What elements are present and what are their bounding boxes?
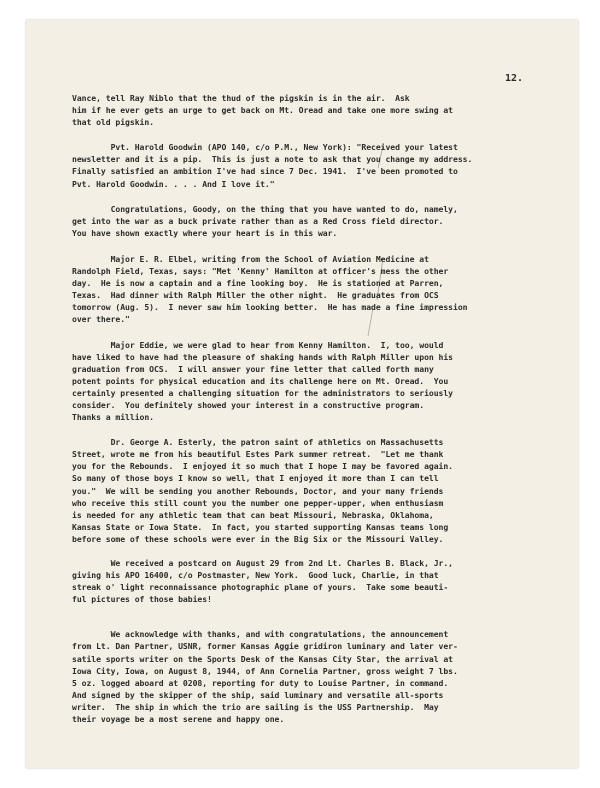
paragraph-dan-partner: We acknowledge with thanks, and with congratulations, the announcement from Lt. Dan Partner, USNR, former Kansas Aggie gridiron luminary and later ver- satile sports writer on the Sports Desk of the Kansas City Star, the arrival at Iowa City, Iowa, on August 8, 1944, of Ann Cornelia Partner, gross weight 7 lbs. 5 oz. logged aboard at 0208, reporting for duty to Louise Partner, in command. And signed by the skipper of the ship, said luminary and versatile all-sports writer. The ship in which the trio are sailing is the USS Partnership. May their voyage be a most serene and happy one. <box>72 629 458 725</box>
paragraph-major-eddie: Major Eddie, we were glad to hear from Kenny Hamilton. I, too, would have liked to have had the pleasure of shaking hands with Ralph Miller upon his graduation from OCS. I will answer your fine letter that called forth many potent points for physical education and its challenge here on Mt. Oread. You certainly presented a challenging situation for the administrators to seriously consider. You definitely showed your interest in a constructive program. Thanks a million. <box>72 339 454 423</box>
paragraph-charles-black: We received a postcard on August 29 from 2nd Lt. Charles B. Black, Jr., giving his APO 16400, c/o Postmaster, New York. Good luck, Charlie, in that streak o' light reconnaissance photographic plane of yours. Take some beauti- ful pictures of those babies! <box>72 558 454 605</box>
paragraph-vance-niblo: Vance, tell Ray Niblo that the thud of the pigskin is in the air. Ask him if he ever gets an urge to get back on Mt. Oread and take one more swing at that old pigskin. <box>72 93 454 128</box>
paragraph-goodwin-quote: Pvt. Harold Goodwin (APO 140, c/o P.M., New York): "Received your latest newsletter and it is a pip. This is just a note to ask that you change my address. Finally satisfied an ambition I've had since 7 Dec. 1941. I've been promoted to Pvt. Harold Goodwin. . . . And I love it." <box>72 142 473 189</box>
letter-body <box>72 92 562 738</box>
paragraph-esterly: Dr. George A. Esterly, the patron saint of athletics on Massachusetts Street, wrote me from his beautiful Estes Park summer retreat. "Let me thank you for the Rebounds. I enjoyed it so much that I hope I may be favored again. So many of those boys I know so well, that I enjoyed it more than I can tell you." We will be sending you another Rebounds, Doctor, and your many friends who receive this still count you the number one pepper-upper, when enthusiasm is needed for any athletic team that can beat Missouri, Nebraska, Oklahoma, Kansas State or Iowa State. In fact, you started supporting Kansas teams long before some of these schools were ever in the Big Six or the Missouri Valley. <box>72 437 454 544</box>
paragraph-elbel-quote: Major E. R. Elbel, writing from the School of Aviation Medicine at Randolph Field, Texas, says: "Met 'Kenny' Hamilton at officer's mess the other day. He is now a captain and a fine looking boy. He is stationed at Parren, Texas. Had dinner with Ralph Miller the other night. He graduates from OCS tomorrow (Aug. 5). I never saw him looking better. He has made a fine impression over there." <box>72 253 468 325</box>
page-number: 12. <box>505 73 524 84</box>
paragraph-goody-congrats: Congratulations, Goody, on the thing that you have wanted to do, namely, get into the war as a buck private rather than as a Red Cross field director. You have shown exactly where your heart is in this war. <box>72 203 458 238</box>
